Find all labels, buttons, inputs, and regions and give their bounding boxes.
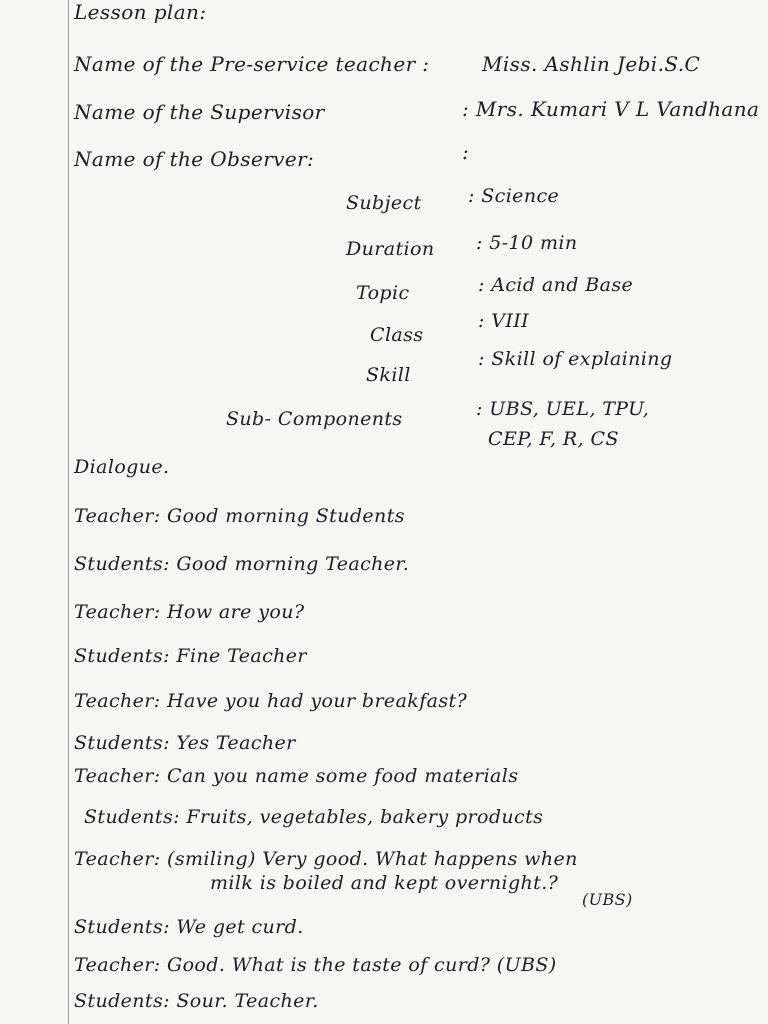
subject-value: : Science (468, 185, 560, 207)
dialogue-line: Teacher: Good morning Students (74, 505, 405, 527)
dialogue-annotation: (UBS) (582, 890, 633, 909)
margin-line (68, 0, 69, 1024)
skill-label: Skill (366, 364, 411, 386)
dialogue-line: Teacher: How are you? (74, 601, 305, 623)
class-label: Class (370, 324, 424, 346)
dialogue-line: Teacher: (smiling) Very good. What happens when (74, 848, 578, 870)
dialogue-line: Teacher: Good. What is the taste of curd? (UBS) (74, 954, 557, 976)
lesson-plan-title: Lesson plan: (74, 0, 207, 24)
subcomponents-value-1: : UBS, UEL, TPU, (476, 398, 650, 420)
dialogue-line: milk is boiled and kept overnight.? (210, 872, 559, 894)
dialogue-line: Students: Fine Teacher (74, 645, 307, 667)
dialogue-line: Students: Fruits, vegetables, bakery products (84, 806, 544, 828)
topic-value: : Acid and Base (478, 274, 634, 296)
subcomponents-value-2: CEP, F, R, CS (488, 428, 619, 450)
dialogue-heading: Dialogue. (74, 456, 170, 478)
duration-value: : 5-10 min (476, 232, 578, 254)
dialogue-line: Students: Sour. Teacher. (74, 990, 319, 1012)
observer-value: : (462, 140, 470, 164)
dialogue-line: Students: Good morning Teacher. (74, 553, 410, 575)
supervisor-label: Name of the Supervisor (74, 100, 325, 124)
dialogue-line: Teacher: Have you had your breakfast? (74, 690, 468, 712)
dialogue-line: Teacher: Can you name some food materials (74, 765, 519, 787)
subcomponents-label: Sub- Components (226, 408, 403, 430)
observer-label: Name of the Observer: (74, 147, 315, 171)
teacher-name-value: Miss. Ashlin Jebi.S.C (482, 52, 701, 76)
topic-label: Topic (356, 282, 410, 304)
dialogue-line: Students: Yes Teacher (74, 732, 296, 754)
duration-label: Duration (346, 238, 435, 260)
supervisor-value: : Mrs. Kumari V L Vandhana (462, 97, 760, 121)
skill-value: : Skill of explaining (478, 348, 673, 370)
teacher-name-label: Name of the Pre-service teacher : (74, 52, 430, 76)
class-value: : VIII (478, 310, 530, 332)
subject-label: Subject (346, 192, 422, 214)
dialogue-line: Students: We get curd. (74, 916, 304, 938)
